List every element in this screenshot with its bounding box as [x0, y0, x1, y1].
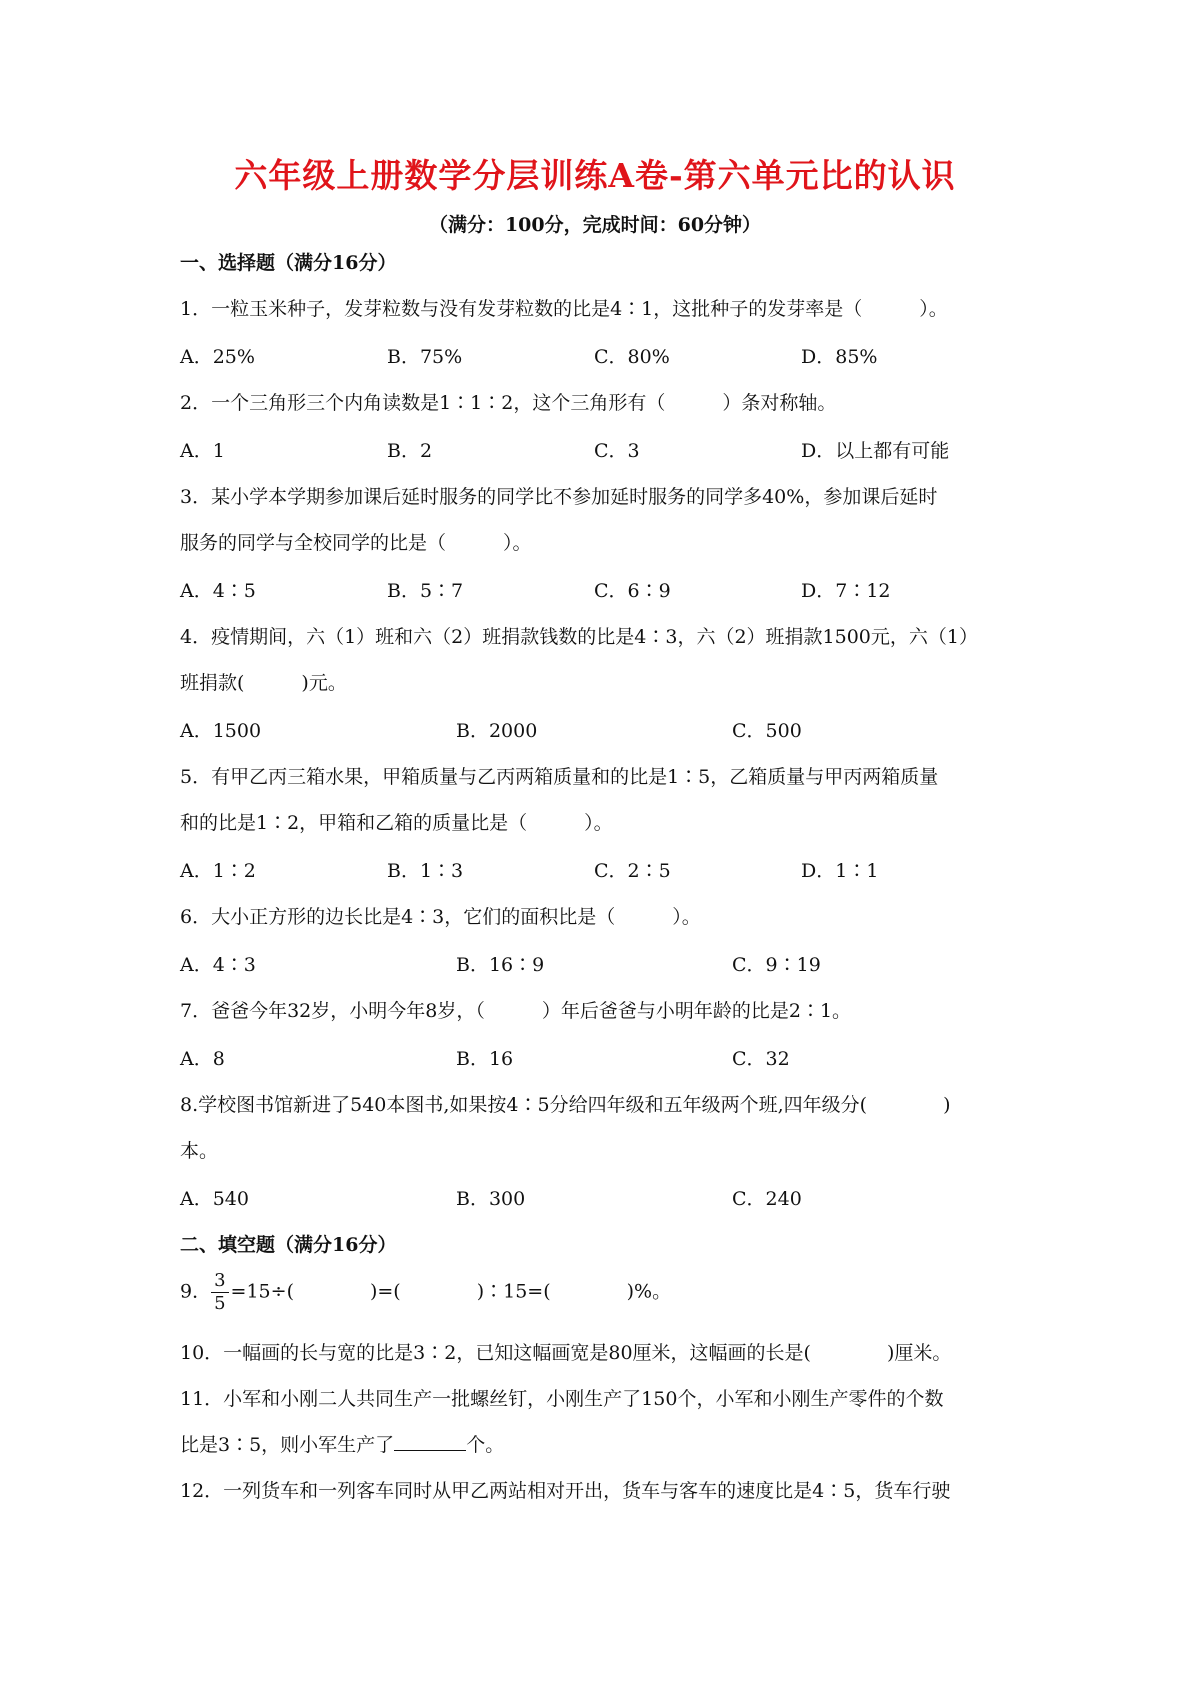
option-a: A．8 — [180, 1048, 225, 1070]
option-d: D．85% — [801, 346, 878, 368]
question-3-line-1: 3．某小学本学期参加课后延时服务的同学比不参加延时服务的同学多40%，参加课后延时 — [180, 486, 938, 508]
option-b: B．75% — [387, 346, 463, 368]
option-a: A．540 — [180, 1188, 249, 1210]
option-a: A．4∶3 — [180, 954, 256, 976]
question-8-line-2: 本。 — [180, 1140, 219, 1162]
fraction-numerator: 3 — [211, 1270, 228, 1293]
question-2: 2．一个三角形三个内角读数是1∶1∶2，这个三角形有（ ）条对称轴。 — [180, 392, 837, 414]
question-2-options — [180, 436, 1060, 462]
section-heading-choice: 一、选择题（满分16分） — [180, 252, 397, 274]
option-b: B．2 — [387, 440, 433, 462]
option-a: A．25% — [180, 346, 255, 368]
question-1: 1．一粒玉米种子，发芽粒数与没有发芽粒数的比是4∶1，这批种子的发芽率是（ ）。 — [180, 298, 948, 320]
option-b: B．16∶9 — [456, 954, 545, 976]
question-9-rest: =15÷( )=( )∶15=( )%。 — [230, 1280, 672, 1303]
fraction — [211, 1270, 228, 1315]
option-b: B．300 — [456, 1188, 526, 1210]
option-c: C．9∶19 — [732, 954, 821, 976]
section-heading-fill: 二、填空题（满分16分） — [180, 1234, 397, 1256]
question-5-line-1: 5．有甲乙丙三箱水果，甲箱质量与乙丙两箱质量和的比是1∶5，乙箱质量与甲丙两箱质量 — [180, 766, 939, 788]
question-9 — [180, 1270, 671, 1315]
option-a: A．1500 — [180, 720, 262, 742]
option-d: D．1∶1 — [801, 860, 879, 882]
option-a: A．1∶2 — [180, 860, 256, 882]
question-7-options — [180, 1044, 1060, 1070]
question-4-line-1: 4．疫情期间，六（1）班和六（2）班捐款钱数的比是4∶3，六（2）班捐款1500元，六（1） — [180, 626, 978, 648]
question-5-line-2: 和的比是1∶2，甲箱和乙箱的质量比是（ ）。 — [180, 812, 613, 834]
option-b: B．2000 — [456, 720, 538, 742]
question-7: 7．爸爸今年32岁，小明今年8岁，（ ）年后爸爸与小明年龄的比是2∶1。 — [180, 1000, 852, 1022]
page-title: 六年级上册数学分层训练A卷-第六单元比的认识 — [234, 156, 956, 195]
option-b: B．16 — [456, 1048, 514, 1070]
question-8-line-1: 8.学校图书馆新进了540本图书,如果按4∶5分给四年级和五年级两个班,四年级分( ) — [180, 1094, 951, 1116]
question-11-line-1: 11．小军和小刚二人共同生产一批螺丝钉，小刚生产了150个，小军和小刚生产零件的个数 — [180, 1388, 944, 1410]
question-8-options — [180, 1184, 1060, 1210]
option-d: D．7∶12 — [801, 580, 891, 602]
question-4-line-2: 班捐款( )元。 — [180, 672, 347, 694]
question-6-options — [180, 950, 1060, 976]
option-c: C．6∶9 — [594, 580, 671, 602]
question-9-number: 9． — [180, 1280, 212, 1303]
question-1-options — [180, 342, 1060, 368]
question-3-options — [180, 576, 1060, 602]
option-a: A．1 — [180, 440, 225, 462]
option-c: C．240 — [732, 1188, 802, 1210]
option-a: A．4∶5 — [180, 580, 256, 602]
question-5-options — [180, 856, 1060, 882]
question-6: 6．大小正方形的边长比是4∶3，它们的面积比是（ ）。 — [180, 906, 701, 928]
option-c: C．32 — [732, 1048, 790, 1070]
question-11-line-2 — [180, 1430, 504, 1457]
question-11-text-a: 比是3∶5，则小军生产了 — [180, 1434, 395, 1456]
page-subtitle: （满分：100分，完成时间：60分钟） — [428, 214, 762, 236]
option-b: B．1∶3 — [387, 860, 464, 882]
option-b: B．5∶7 — [387, 580, 464, 602]
option-c: C．2∶5 — [594, 860, 671, 882]
answer-blank — [394, 1432, 466, 1451]
option-c: C．80% — [594, 346, 670, 368]
question-3-line-2: 服务的同学与全校同学的比是（ ）。 — [180, 532, 532, 554]
question-10: 10．一幅画的长与宽的比是3∶2，已知这幅画宽是80厘米，这幅画的长是( )厘米。 — [180, 1342, 952, 1364]
option-d: D．以上都有可能 — [801, 440, 950, 462]
question-12: 12．一列货车和一列客车同时从甲乙两站相对开出，货车与客车的速度比是4∶5，货车行驶 — [180, 1480, 951, 1502]
question-11-text-b: 个。 — [466, 1434, 505, 1456]
fraction-denominator: 5 — [214, 1293, 226, 1314]
option-c: C．500 — [732, 720, 802, 742]
question-4-options — [180, 716, 1060, 742]
option-c: C．3 — [594, 440, 640, 462]
